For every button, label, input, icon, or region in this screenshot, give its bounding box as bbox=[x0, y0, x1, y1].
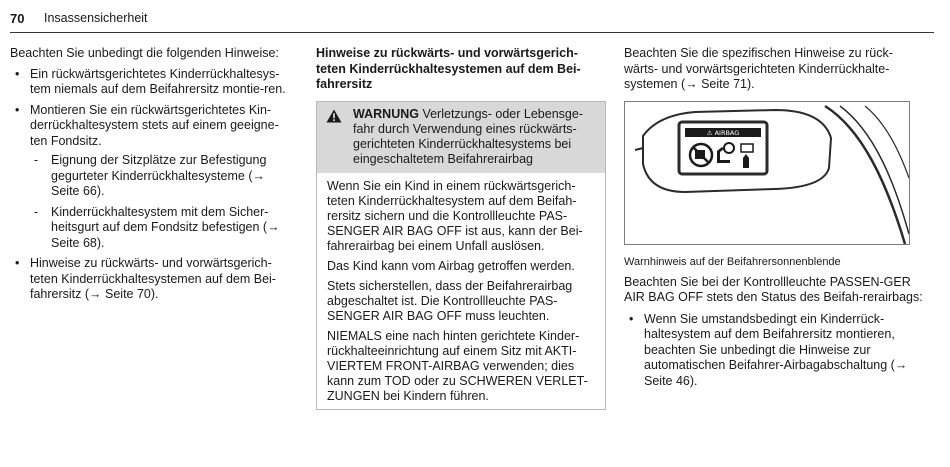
sun-visor-illustration bbox=[624, 101, 910, 245]
body-text: Beachten Sie bei der Kontrollleuchte PASSEN-GER AIR BAG OFF stets den Status des Beifah-rerairbags: bbox=[624, 274, 923, 304]
section-title: Insassensicherheit bbox=[44, 11, 148, 25]
list-item bbox=[10, 256, 292, 303]
page-header bbox=[10, 6, 934, 33]
warning-body bbox=[317, 173, 605, 409]
warning-header bbox=[317, 102, 605, 173]
warning-paragraph: NIEMALS eine nach hinten gerichtete Kinder-rückhalteeinrichtung auf einem Sitz mit AKTI-VIERTEM FRONT-AIRBAG verwenden; dies kann zum TOD oder zu SCHWEREN VERLET-ZUNGEN bei Kindern führen. bbox=[327, 328, 588, 403]
warning-paragraph: Das Kind kann vom Airbag getroffen werden. bbox=[327, 258, 575, 273]
sub-list-item bbox=[30, 205, 292, 252]
list-item-text: Hinweise zu rückwärts- und vorwärtsgerich-teten Kinderrückhaltesystemen auf dem Bei-fahrersitz (→ Seite 70). bbox=[30, 256, 276, 301]
list-item bbox=[10, 103, 292, 252]
sub-list-item-text: Kinderrückhaltesystem mit dem Sicher-heitsgurt auf dem Fondsitz befestigen (→ Seite 68). bbox=[51, 204, 280, 250]
column-left bbox=[10, 46, 292, 308]
warning-paragraph: Stets sicherstellen, dass der Beifahrerairbag abgeschaltet ist. Die Kontrollleuchte PAS-SENGER AIR BAG OFF muss leuchten. bbox=[327, 278, 573, 323]
intro-text: Beachten Sie unbedingt die folgenden Hinweise: bbox=[10, 46, 279, 60]
warning-paragraph: Wenn Sie ein Kind in einem rückwärtsgerich-teten Kinderrückhaltesystem auf dem Beifah-rersitz sichern und die Kontrollleuchte PAS-SENGER AIR BAG OFF ist aus, kann der Bei-fahrerairbag bei einem Unfall auslösen. bbox=[327, 178, 583, 253]
warning-label: WARNUNG bbox=[353, 106, 419, 121]
section-heading: Hinweise zu rückwärts- und vorwärtsgerich-teten Kinderrückhaltesystemen auf dem Bei-fahrersitz bbox=[316, 46, 581, 91]
intro-text: Beachten Sie die spezifischen Hinweise zu rück-wärts- und vorwärtsgerichteten Kinderrückhalte-systemen (→ Seite 71). bbox=[624, 46, 893, 91]
figure-caption: Warnhinweis auf der Beifahrersonnenblende bbox=[624, 255, 841, 268]
list-item-text: Wenn Sie umstandsbedingt ein Kinderrück-haltesystem auf dem Beifahrersitz montieren, beachten Sie unbedingt die Hinweise zur automatischen Beifahrer-Airbagabschaltung (→ Seite 46). bbox=[644, 311, 908, 388]
no-rear-facing-child-seat-icon bbox=[690, 144, 712, 166]
hint-list bbox=[10, 67, 292, 303]
page-number: 70 bbox=[10, 11, 25, 26]
list-item bbox=[624, 312, 924, 390]
warning-title: Verletzungs- oder Lebensge-fahr durch Verwendung eines rückwärts-gerichteten Kinderrückhaltesystems bei eingeschaltetem Beifahrerairbag bbox=[353, 106, 583, 166]
column-right bbox=[624, 46, 924, 394]
warning-box bbox=[316, 101, 606, 410]
list-item-text: Ein rückwärtsgerichtetes Kinderrückhaltesys-tem niemals auf dem Beifahrersitz montie-ren. bbox=[30, 66, 286, 96]
sub-list bbox=[30, 153, 292, 251]
column-middle bbox=[316, 46, 606, 410]
list-item bbox=[10, 67, 292, 98]
sub-list-item-text: Eignung der Sitzplätze zur Befestigung gegurteter Kinderrückhaltesysteme (→ Seite 66). bbox=[51, 153, 267, 198]
sub-list-item bbox=[30, 153, 292, 200]
list-item-text: Montieren Sie ein rückwärtsgerichtetes Kin-derrückhaltesystem stets auf einem geeigne-ten Fondsitz. bbox=[30, 102, 279, 148]
sun-visor-drawing bbox=[625, 102, 909, 244]
airbag-label: ⚠ AIRBAG bbox=[706, 128, 740, 137]
hint-list bbox=[624, 312, 924, 390]
warning-triangle-icon bbox=[326, 109, 342, 123]
